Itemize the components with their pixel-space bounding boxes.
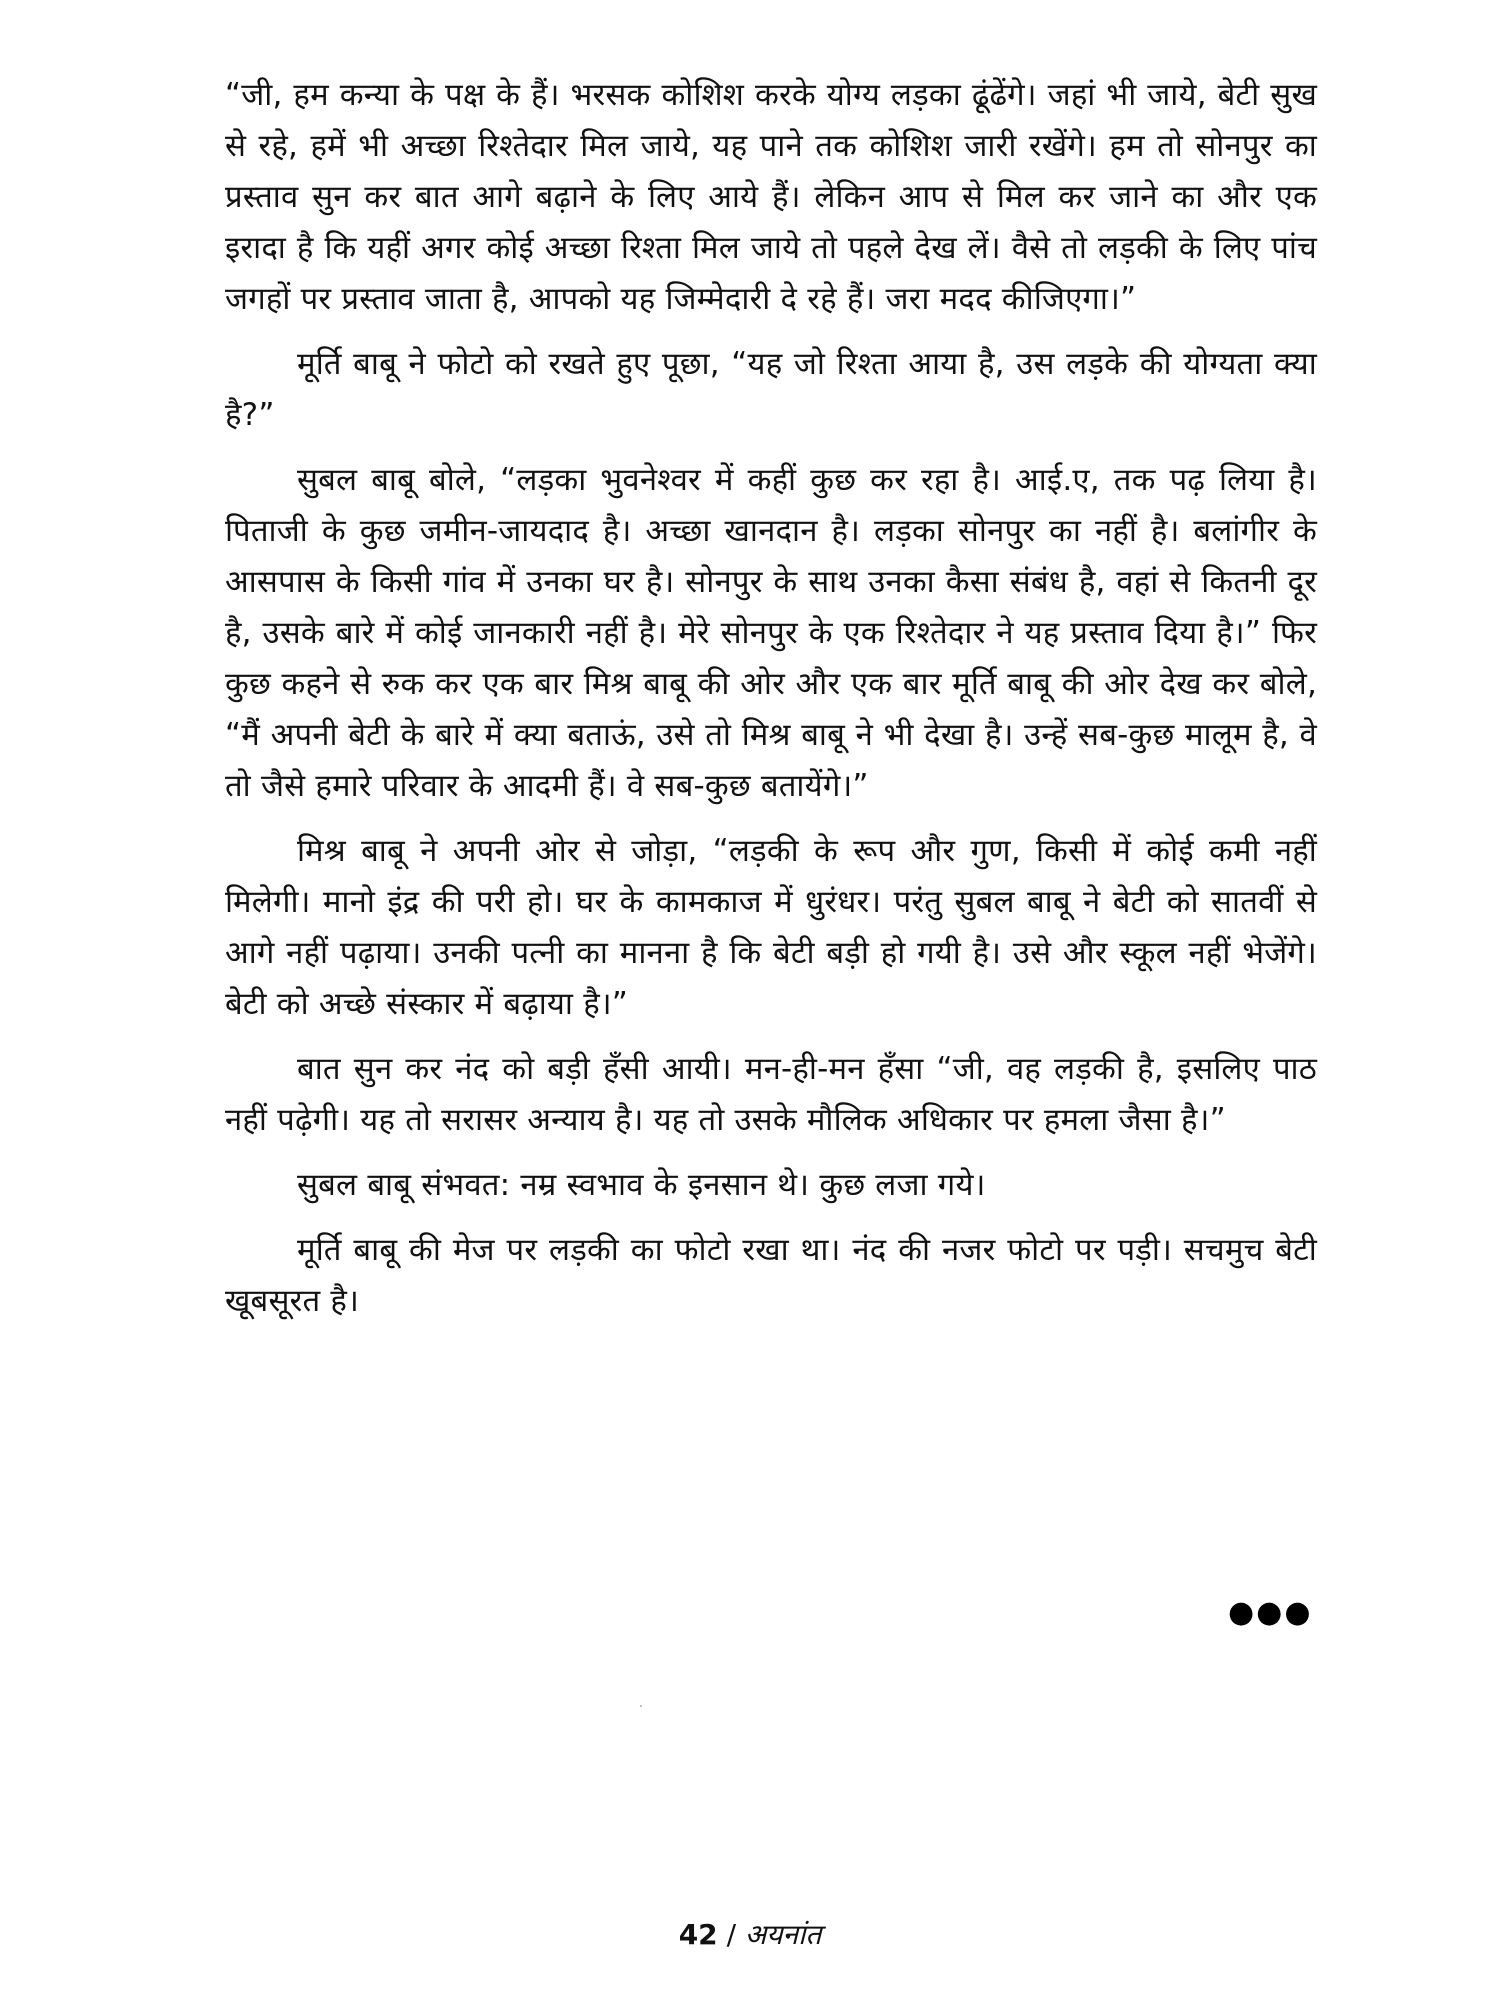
page-number: 42 bbox=[678, 1918, 718, 1951]
book-title: अयनांत bbox=[744, 1918, 822, 1951]
paragraph-3: सुबल बाबू बोले, “लड़का भुवनेश्वर में कहीं कुछ कर रहा है। आई.ए, तक पढ़ लिया है। पिताजी के कुछ जमीन-जायदाद है। अच्छा खानदान है। लड़का सोनपुर का नहीं है। बलांगीर के आसपास के किसी गांव में उनका घर है। सोनपुर के साथ उनका कैसा संबंध है, वहां से कितनी दूर है, उसके बारे में कोई जानकारी नहीं है। मेरे सोनपुर के एक रिश्तेदार ने यह प्रस्ताव दिया है।” फिर कुछ कहने से रुक कर एक बार मिश्र बाबू की ओर और एक बार मूर्ति बाबू की ओर देख कर बोले, “मैं अपनी बेटी के बारे में क्या बताऊं, उसे तो मिश्र बाबू ने भी देखा है। उन्हें सब-कुछ मालूम है, वे तो जैसे हमारे परिवार के आदमी हैं। वे सब-कुछ बतायेंगे।” bbox=[225, 462, 1317, 804]
page-footer bbox=[0, 1915, 1500, 1953]
paragraph-1: “जी, हम कन्या के पक्ष के हैं। भरसक कोशिश करके योग्य लड़का ढूंढेंगे। जहां भी जाये, बेटी सुख से रहे, हमें भी अच्छा रिश्तेदार मिल जाये, यह पाने तक कोशिश जारी रखेंगे। हम तो सोनपुर का प्रस्ताव सुन कर बात आगे बढ़ाने के लिए आये हैं। लेकिन आप से मिल कर जाने का और एक इरादा है कि यहीं अगर कोई अच्छा रिश्ता मिल जाये तो पहले देख लें। वैसे तो लड़की के लिए पांच जगहों पर प्रस्ताव जाता है, आपको यह जिम्मेदारी दे रहे हैं। जरा मदद कीजिएगा।” bbox=[225, 77, 1317, 317]
paragraph-6: सुबल बाबू संभवत: नम्र स्वभाव के इनसान थे। कुछ लजा गये। bbox=[297, 1167, 986, 1203]
paragraph-7: मूर्ति बाबू की मेज पर लड़की का फोटो रखा था। नंद की नजर फोटो पर पड़ी। सचमुच बेटी खूबसूरत है। bbox=[225, 1232, 1317, 1319]
section-end-mark: ●●● bbox=[1228, 1595, 1313, 1630]
paragraph-2: मूर्ति बाबू ने फोटो को रखते हुए पूछा, “यह जो रिश्ता आया है, उस लड़के की योग्यता क्या है?” bbox=[225, 346, 1317, 433]
footer-separator: / bbox=[717, 1918, 745, 1951]
print-speck bbox=[640, 1705, 642, 1707]
paragraph-5: बात सुन कर नंद को बड़ी हँसी आयी। मन-ही-मन हँसा “जी, वह लड़की है, इसलिए पाठ नहीं पढ़ेगी। यह तो सरासर अन्याय है। यह तो उसके मौलिक अधिकार पर हमला जैसा है।” bbox=[225, 1051, 1317, 1138]
paragraph-4: मिश्र बाबू ने अपनी ओर से जोड़ा, “लड़की के रूप और गुण, किसी में कोई कमी नहीं मिलेगी। मानो इंद्र की परी हो। घर के कामकाज में धुरंधर। परंतु सुबल बाबू ने बेटी को सातवीं से आगे नहीं पढ़ाया। उनकी पत्नी का मानना है कि बेटी बड़ी हो गयी है। उसे और स्कूल नहीं भेजेंगे। बेटी को अच्छे संस्कार में बढ़ाया है।” bbox=[225, 833, 1317, 1022]
page-body bbox=[225, 70, 1317, 1341]
